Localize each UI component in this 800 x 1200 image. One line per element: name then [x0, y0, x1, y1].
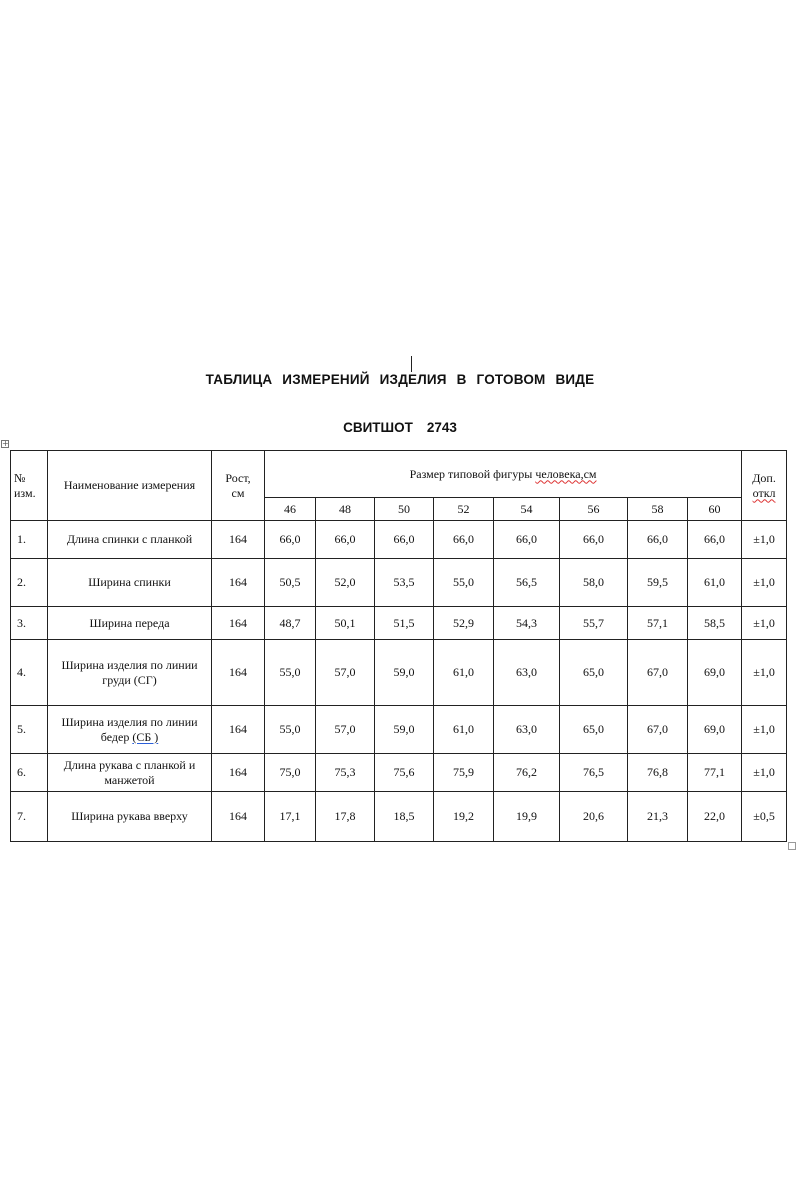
header-num: № изм. [11, 451, 48, 521]
value-cell: 76,8 [628, 754, 688, 792]
measurement-name-line: Длина спинки с планкой [66, 532, 193, 546]
height-cell: 164 [212, 607, 265, 640]
measurement-name-line: Ширина изделия по линии [61, 657, 198, 672]
value-cell: 57,0 [316, 640, 375, 706]
tolerance-cell: ±1,0 [742, 559, 787, 607]
value-cell: 53,5 [375, 559, 434, 607]
value-cell: 59,0 [375, 706, 434, 754]
value-cell: 50,1 [316, 607, 375, 640]
value-cell: 66,0 [560, 521, 628, 559]
header-size-group-suffix: человека,см [535, 466, 597, 481]
measurement-name-line: Ширина изделия по линии [61, 714, 198, 729]
value-cell: 66,0 [434, 521, 494, 559]
table-row [11, 792, 787, 842]
header-height: Рост, см [212, 451, 265, 521]
value-cell: 63,0 [494, 640, 560, 706]
value-cell: 58,0 [560, 559, 628, 607]
value-cell: 75,9 [434, 754, 494, 792]
measurement-name-line: манжетой [104, 772, 155, 787]
header-row-top [11, 451, 787, 498]
measurement-name [48, 521, 212, 559]
value-cell: 51,5 [375, 607, 434, 640]
size-header-cell: 46 [265, 498, 316, 521]
size-header-cell: 50 [375, 498, 434, 521]
tolerance-cell: ±1,0 [742, 640, 787, 706]
value-cell: 59,0 [375, 640, 434, 706]
height-cell: 164 [212, 559, 265, 607]
height-cell: 164 [212, 792, 265, 842]
value-cell: 59,5 [628, 559, 688, 607]
measurement-name-line: Ширина переда [89, 615, 170, 630]
tolerance-cell: ±1,0 [742, 754, 787, 792]
value-cell: 69,0 [688, 640, 742, 706]
value-cell: 75,0 [265, 754, 316, 792]
table-row [11, 754, 787, 792]
value-cell: 76,5 [560, 754, 628, 792]
value-cell: 77,1 [688, 754, 742, 792]
value-cell: 19,9 [494, 792, 560, 842]
value-cell: 21,3 [628, 792, 688, 842]
value-cell: 75,3 [316, 754, 375, 792]
size-header-cell: 56 [560, 498, 628, 521]
tolerance-cell: ±1,0 [742, 607, 787, 640]
value-cell: 66,0 [688, 521, 742, 559]
row-number: 1. [11, 521, 48, 559]
header-tolerance: Доп. откл [742, 451, 787, 521]
value-cell: 20,6 [560, 792, 628, 842]
product-subtitle [0, 420, 800, 435]
table-row [11, 559, 787, 607]
row-number: 4. [11, 640, 48, 706]
size-header-cell: 60 [688, 498, 742, 521]
row-number: 2. [11, 559, 48, 607]
value-cell: 57,1 [628, 607, 688, 640]
height-cell: 164 [212, 706, 265, 754]
value-cell: 66,0 [375, 521, 434, 559]
table-row [11, 607, 787, 640]
measurement-name-line: Длина рукава с планкой и [63, 757, 196, 772]
value-cell: 66,0 [494, 521, 560, 559]
measurement-table [10, 450, 787, 842]
value-cell: 66,0 [628, 521, 688, 559]
row-number: 3. [11, 607, 48, 640]
measurement-name-line: груди (СГ) [102, 672, 157, 687]
tolerance-cell: ±0,5 [742, 792, 787, 842]
measurement-name [48, 559, 212, 607]
size-header-cell: 54 [494, 498, 560, 521]
table-row [11, 706, 787, 754]
value-cell: 67,0 [628, 706, 688, 754]
measurement-name-line: Ширина рукава вверху [71, 809, 188, 823]
table-row [11, 521, 787, 559]
value-cell: 76,2 [494, 754, 560, 792]
size-header-cell: 48 [316, 498, 375, 521]
value-cell: 65,0 [560, 640, 628, 706]
product-name: СВИТШОТ [343, 420, 413, 435]
page-title: ТАБЛИЦА ИЗМЕРЕНИЙ ИЗДЕЛИЯ В ГОТОВОМ ВИДЕ [205, 372, 595, 387]
measurement-name [48, 792, 212, 842]
value-cell: 69,0 [688, 706, 742, 754]
value-cell: 66,0 [316, 521, 375, 559]
value-cell: 22,0 [688, 792, 742, 842]
value-cell: 52,0 [316, 559, 375, 607]
value-cell: 61,0 [434, 706, 494, 754]
value-cell: 66,0 [265, 521, 316, 559]
value-cell: 19,2 [434, 792, 494, 842]
value-cell: 65,0 [560, 706, 628, 754]
height-cell: 164 [212, 640, 265, 706]
value-cell: 54,3 [494, 607, 560, 640]
value-cell: 61,0 [688, 559, 742, 607]
measurement-name-line: Ширина спинки [88, 575, 171, 589]
value-cell: 55,0 [265, 640, 316, 706]
value-cell: 57,0 [316, 706, 375, 754]
measurement-name [48, 706, 212, 754]
value-cell: 52,9 [434, 607, 494, 640]
value-cell: 17,8 [316, 792, 375, 842]
row-number: 6. [11, 754, 48, 792]
text-cursor [411, 356, 412, 372]
value-cell: 61,0 [434, 640, 494, 706]
measurement-name-line: (СБ ) [132, 729, 159, 744]
value-cell: 63,0 [494, 706, 560, 754]
header-size-group: Размер типовой фигуры человека,см [265, 451, 742, 498]
value-cell: 17,1 [265, 792, 316, 842]
tolerance-cell: ±1,0 [742, 706, 787, 754]
size-header-cell: 58 [628, 498, 688, 521]
measurement-name [48, 754, 212, 792]
table-body [11, 521, 787, 842]
value-cell: 56,5 [494, 559, 560, 607]
value-cell: 55,0 [434, 559, 494, 607]
product-model: 2743 [426, 420, 457, 435]
value-cell: 75,6 [375, 754, 434, 792]
measurement-name-line: бедер [100, 729, 133, 744]
row-number: 7. [11, 792, 48, 842]
value-cell: 55,7 [560, 607, 628, 640]
measurement-name [48, 607, 212, 640]
value-cell: 18,5 [375, 792, 434, 842]
row-number: 5. [11, 706, 48, 754]
value-cell: 48,7 [265, 607, 316, 640]
table-row [11, 640, 787, 706]
value-cell: 50,5 [265, 559, 316, 607]
value-cell: 58,5 [688, 607, 742, 640]
height-cell: 164 [212, 754, 265, 792]
header-name: Наименование измерения [48, 451, 212, 521]
value-cell: 55,0 [265, 706, 316, 754]
tolerance-cell: ±1,0 [742, 521, 787, 559]
table-move-handle-icon[interactable]: + [2, 439, 9, 448]
measurement-name [48, 640, 212, 706]
value-cell: 67,0 [628, 640, 688, 706]
height-cell: 164 [212, 521, 265, 559]
size-header-cell: 52 [434, 498, 494, 521]
table-resize-handle-icon[interactable] [788, 842, 796, 850]
